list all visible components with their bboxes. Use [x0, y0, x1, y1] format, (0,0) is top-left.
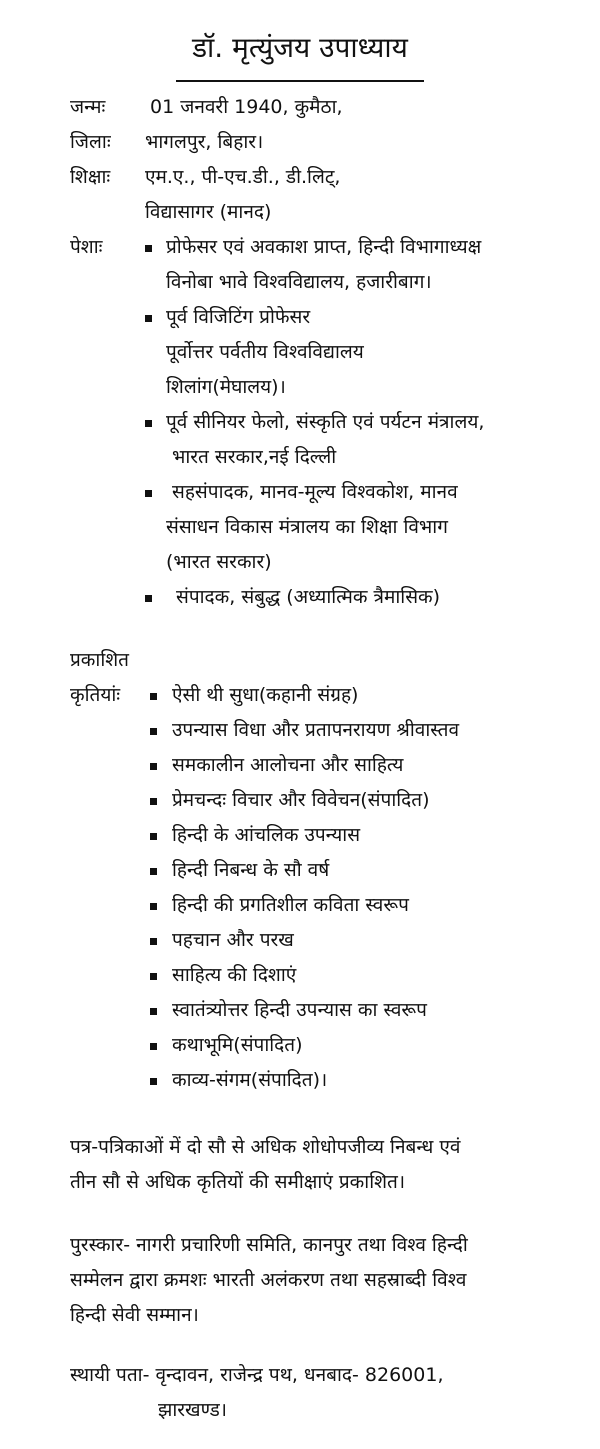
bullet-icon	[150, 938, 157, 945]
awards-line: हिन्दी सेवी सम्मान।	[70, 1304, 199, 1326]
publication-item	[70, 1028, 590, 1063]
birth-label: जन्मः	[70, 96, 106, 118]
bullet-icon	[150, 728, 157, 735]
publication-item	[70, 713, 590, 748]
bullet-icon	[145, 315, 152, 322]
publication-title: कथाभूमि(संपादित)	[172, 1034, 303, 1056]
profession-text: शिलांग(मेघालय)।	[166, 376, 286, 398]
profession-item	[70, 405, 590, 440]
profession-item	[70, 580, 590, 615]
profession-item-cont	[70, 370, 590, 405]
publication-title: समकालीन आलोचना और साहित्य	[172, 754, 404, 776]
articles-line: तीन सौ से अधिक कृतियों की समीक्षाएं प्रकाशित।	[70, 1171, 406, 1193]
birth-row	[70, 90, 590, 125]
birth-value: 01 जनवरी 1940, कुमैठा,	[150, 96, 343, 118]
bullet-icon	[145, 490, 152, 497]
publication-title: पहचान और परख	[172, 929, 294, 951]
articles-line: पत्र-पत्रिकाओं में दो सौ से अधिक शोधोपजीव्य निबन्ध एवं	[70, 1136, 461, 1158]
district-value: भागलपुर, बिहार।	[145, 131, 264, 153]
publications-label-row	[70, 643, 590, 678]
profession-item	[70, 300, 590, 335]
bullet-icon	[150, 868, 157, 875]
bullet-icon	[145, 420, 152, 427]
education-row	[70, 160, 590, 195]
publications-label: कृतियांः	[70, 684, 121, 706]
publication-item	[70, 923, 590, 958]
profession-item	[70, 230, 590, 265]
publications-section	[70, 643, 590, 1098]
education-value: एम.ए., पी-एच.डी., डी.लिट्,	[145, 166, 341, 188]
publication-title: काव्य-संगम(संपादित)।	[172, 1069, 328, 1091]
profession-text: संसाधन विकास मंत्रालय का शिक्षा विभाग	[166, 516, 448, 538]
publication-title: उपन्यास विधा और प्रतापनरायण श्रीवास्तव	[172, 719, 460, 741]
profession-item-cont	[70, 265, 590, 300]
publication-item	[70, 888, 590, 923]
publication-item	[70, 853, 590, 888]
publications-list	[70, 678, 590, 1098]
address-line: झारखण्ड।	[158, 1399, 227, 1421]
profession-text: प्रोफेसर एवं अवकाश प्राप्त, हिन्दी विभागाध्यक्ष	[166, 236, 482, 258]
profession-text: संपादक, संबुद्ध (अध्यात्मिक त्रैमासिक)	[176, 586, 441, 608]
profession-text: (भारत सरकार)	[166, 551, 272, 573]
articles-paragraph	[70, 1130, 590, 1200]
publication-title: स्वातंत्र्योत्तर हिन्दी उपन्यास का स्वरूप	[172, 999, 427, 1021]
page-title: डॉ. मृत्युंजय उपाध्याय	[192, 31, 408, 64]
district-row	[70, 125, 590, 160]
bullet-icon	[150, 1043, 157, 1050]
publications-label: प्रकाशित	[70, 649, 129, 671]
publication-title: प्रेमचन्दः विचार और विवेचन(संपादित)	[172, 789, 430, 811]
bullet-icon	[150, 1008, 157, 1015]
publication-title: ऐसी थी सुधा(कहानी संग्रह)	[172, 684, 359, 706]
profession-item-cont	[70, 335, 590, 370]
bullet-icon	[150, 833, 157, 840]
awards-line: सम्मेलन द्वारा क्रमशः भारती अलंकरण तथा सहस्राब्दी विश्व	[70, 1269, 467, 1291]
bullet-icon	[150, 798, 157, 805]
education-value: विद्यासागर (मानद)	[145, 201, 272, 223]
address-paragraph	[70, 1358, 590, 1428]
profession-text: पूर्वोत्तर पर्वतीय विश्वविद्यालय	[166, 341, 364, 363]
publication-item	[70, 993, 590, 1028]
bullet-icon	[150, 903, 157, 910]
publication-title: हिन्दी के आंचलिक उपन्यास	[172, 824, 361, 846]
profession-text: सहसंपादक, मानव-मूल्य विश्वकोश, मानव	[172, 481, 458, 503]
bullet-icon	[150, 1078, 157, 1085]
profession-item-cont	[70, 510, 590, 545]
bullet-icon	[150, 763, 157, 770]
publication-title: हिन्दी की प्रगतिशील कविता स्वरूप	[172, 894, 409, 916]
publication-item	[70, 1063, 590, 1098]
title-underline	[176, 80, 424, 82]
education-row-cont	[70, 195, 590, 230]
profession-label: पेशाः	[70, 236, 103, 258]
profession-text: पूर्व सीनियर फेलो, संस्कृति एवं पर्यटन मंत्रालय,	[166, 411, 485, 433]
publication-item	[70, 678, 590, 713]
awards-line: पुरस्कार- नागरी प्रचारिणी समिति, कानपुर तथा विश्व हिन्दी	[70, 1234, 468, 1256]
publication-item	[70, 748, 590, 783]
publication-item	[70, 958, 590, 993]
education-label: शिक्षाः	[70, 166, 111, 188]
profession-item-cont	[70, 545, 590, 580]
profession-text: पूर्व विजिटिंग प्रोफेसर	[166, 306, 311, 328]
profession-item	[70, 475, 590, 510]
publication-title: साहित्य की दिशाएं	[172, 964, 297, 986]
bio-details	[70, 90, 590, 615]
publication-item	[70, 783, 590, 818]
district-label: जिलाः	[70, 131, 111, 153]
address-line: स्थायी पता- वृन्दावन, राजेन्द्र पथ, धनबाद- 826001,	[70, 1364, 444, 1386]
bullet-icon	[150, 693, 157, 700]
publication-item	[70, 818, 590, 853]
publication-title: हिन्दी निबन्ध के सौ वर्ष	[172, 859, 330, 881]
bullet-icon	[145, 245, 152, 252]
awards-paragraph	[70, 1228, 590, 1333]
bullet-icon	[145, 595, 152, 602]
profession-item-cont	[70, 440, 590, 475]
profession-text: विनोबा भावे विश्वविद्यालय, हजारीबाग।	[166, 271, 432, 293]
profession-text: भारत सरकार,नई दिल्ली	[172, 446, 337, 468]
bullet-icon	[150, 973, 157, 980]
